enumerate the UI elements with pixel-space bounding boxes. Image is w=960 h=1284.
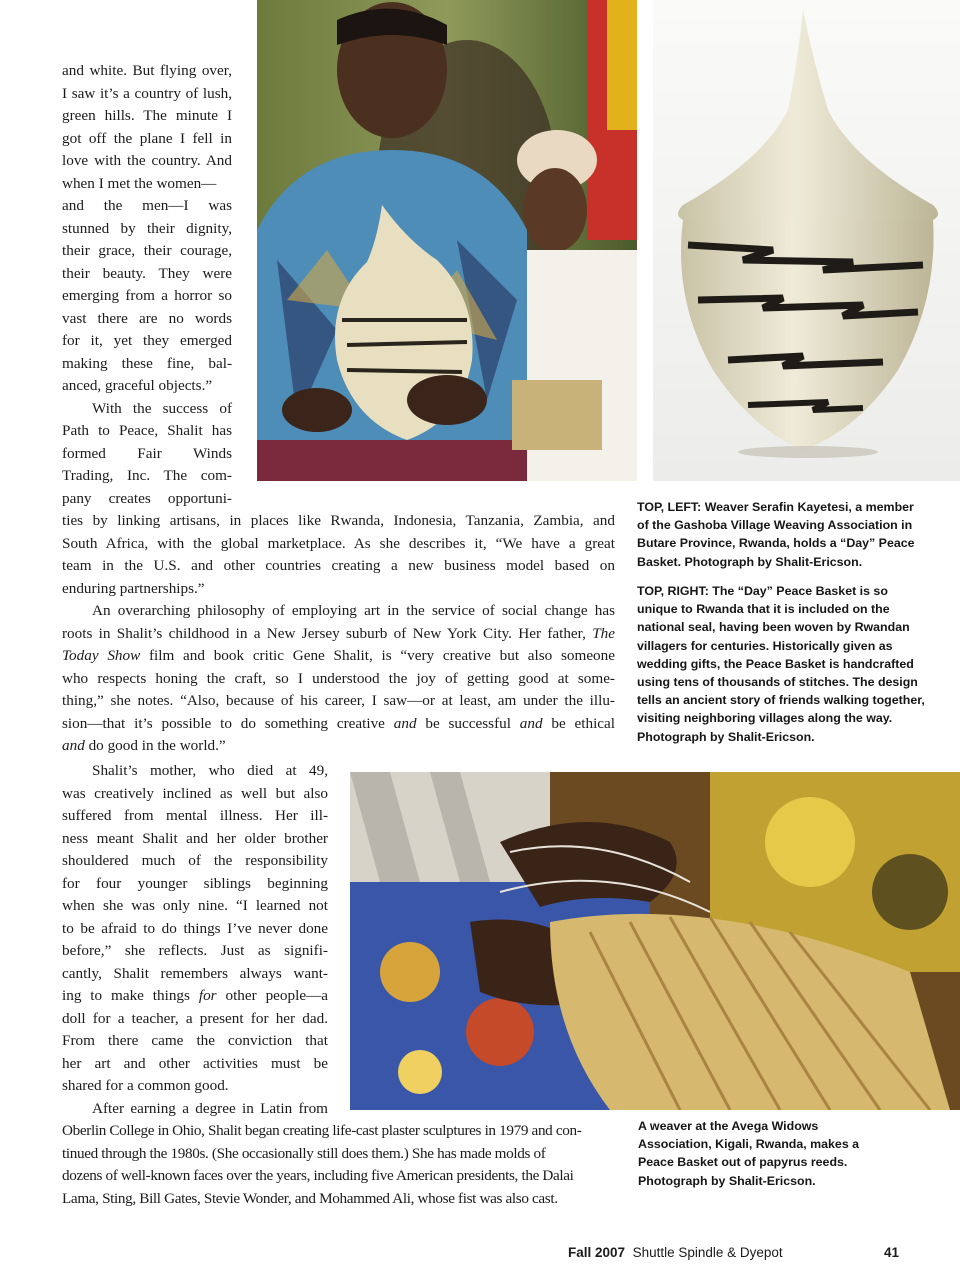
body-line: and white. But flying over, <box>62 62 232 79</box>
body-line: tinued through the 1980s. (She occasionally still does them.) She has made molds of <box>62 1144 546 1162</box>
body-line: when I met the women— <box>62 174 217 192</box>
footer-season: Fall 2007 <box>568 1245 626 1260</box>
body-line: emerging from a horror so <box>62 287 232 304</box>
body-line: was creatively inclined as well but also <box>62 784 328 802</box>
body-line: doll for a teacher, a present for her dad. <box>62 1009 328 1027</box>
body-line: Oberlin College in Ohio, Shalit began creating life-cast plaster sculptures in 1979 and con- <box>62 1122 582 1139</box>
caption-top-left: TOP, LEFT: Weaver Serafin Kayetesi, a member of the Gashoba Village Weaving Association in Butare Province, Rwanda, holds a “Day” Peace Basket. Photograph by Shalit-Ericson. <box>637 500 915 569</box>
body-line: ness meant Shalit and her older brother <box>62 829 328 847</box>
show-title-italic: Today Show <box>62 647 141 664</box>
body-line: Trading, Inc. The com- <box>62 467 232 484</box>
body-line: vast there are no words <box>62 309 232 327</box>
body-line: thing,” she notes. “Also, because of his career, I saw—or at least, am under the illu- <box>62 692 615 709</box>
body-line: suffered from mental illness. Her ill- <box>62 807 328 824</box>
body-line: ing to make things for other people—a <box>62 987 328 1004</box>
body-line: for four younger siblings beginning <box>62 874 328 892</box>
body-line: shared for a common good. <box>62 1077 229 1094</box>
body-line: Today Show film and book critic Gene Shalit, is “very creative but also someone <box>62 647 615 664</box>
emphasis-italic: for <box>198 987 217 1004</box>
body-line: love with the country. And <box>62 152 232 169</box>
body-line: got off the plane I fell in <box>62 129 232 147</box>
body-line: who respects honing the craft, so I understood the joy of getting good at some- <box>62 669 615 687</box>
body-line: and do good in the world.” <box>62 737 226 754</box>
body-line: With the success of <box>92 399 232 417</box>
body-line: ties by linking artisans, in places like Rwanda, Indonesia, Tanzania, Zambia, and <box>62 512 615 529</box>
body-line: before,” she reflects. Just as signifi- <box>62 942 328 959</box>
caption-bottom: A weaver at the Avega Widows Association, Kigali, Rwanda, makes a Peace Basket out of papyrus reeds. Photograph by Shalit-Ericson. <box>638 1119 860 1188</box>
body-line: their grace, their courage, <box>62 242 232 259</box>
emphasis-italic: and <box>393 714 417 732</box>
emphasis-italic: and <box>62 737 85 754</box>
body-line: enduring partnerships.” <box>62 579 205 597</box>
body-line: South Africa, with the global marketplace. As she describes it, “We have a great <box>62 534 615 552</box>
body-line: I saw it’s a country of lush, <box>62 84 232 102</box>
body-line: sion—that it’s possible to do something creative and be successful and be ethical <box>62 714 616 732</box>
body-line: and the men—I was <box>62 197 232 214</box>
body-line: to be afraid to do things I’ve never done <box>62 919 328 937</box>
body-line: her art and other activities must be <box>62 1054 328 1072</box>
body-line: pany creates opportuni- <box>62 489 232 507</box>
footer-magazine: Shuttle Spindle & Dyepot <box>632 1245 783 1260</box>
body-line: cantly, Shalit remembers always want- <box>62 964 328 982</box>
body-line: Shalit’s mother, who died at 49, <box>92 762 328 779</box>
body-line: for it, yet they emerged <box>62 332 232 349</box>
emphasis-italic: and <box>519 714 543 732</box>
photo-weaver-hands <box>350 772 960 1110</box>
body-line: formed Fair Winds <box>62 444 232 462</box>
photo-day-peace-basket <box>653 0 960 481</box>
show-title-italic: The <box>592 624 615 642</box>
body-line: Lama, Sting, Bill Gates, Stevie Wonder, and Mohammed Ali, whose fist was also cast. <box>62 1189 558 1207</box>
body-line: green hills. The minute I <box>62 107 232 124</box>
body-line: team in the U.S. and other countries creating a new business model based on <box>62 557 615 574</box>
photo-weaver-holding-basket <box>257 0 637 481</box>
body-line: From there came the conviction that <box>62 1032 328 1049</box>
body-line: dozens of well-known faces over the years, including five American presidents, the Dalai <box>62 1167 574 1184</box>
page-number: 41 <box>884 1245 900 1260</box>
body-line: when she was only nine. “I learned not <box>62 897 328 914</box>
body-line: After earning a degree in Latin from <box>92 1099 328 1117</box>
body-line: making these fine, bal- <box>62 354 232 372</box>
body-line: shouldered much of the responsibility <box>62 852 328 869</box>
body-line: An overarching philosophy of employing art in the service of social change has <box>92 602 615 619</box>
body-line: Path to Peace, Shalit has <box>62 422 232 439</box>
caption-top-right: TOP, RIGHT: The “Day” Peace Basket is so unique to Rwanda that it is included on the national seal, having been woven by Rwandan villagers for centuries. Historically given as wedding gifts, the Peace Basket is handcrafted using tens of thousands of stitches. The design tells an ancient story of friends walking together, visiting neighboring villages along the way. Photograph by Shalit-Ericson. <box>637 584 925 744</box>
footer-running-title <box>568 1245 783 1260</box>
body-line: anced, graceful objects.” <box>62 377 213 394</box>
body-line: roots in Shalit’s childhood in a New Jersey suburb of New York City. Her father, The <box>62 624 615 642</box>
body-line: their beauty. They were <box>62 264 232 282</box>
body-line: stunned by their dignity, <box>62 219 232 237</box>
